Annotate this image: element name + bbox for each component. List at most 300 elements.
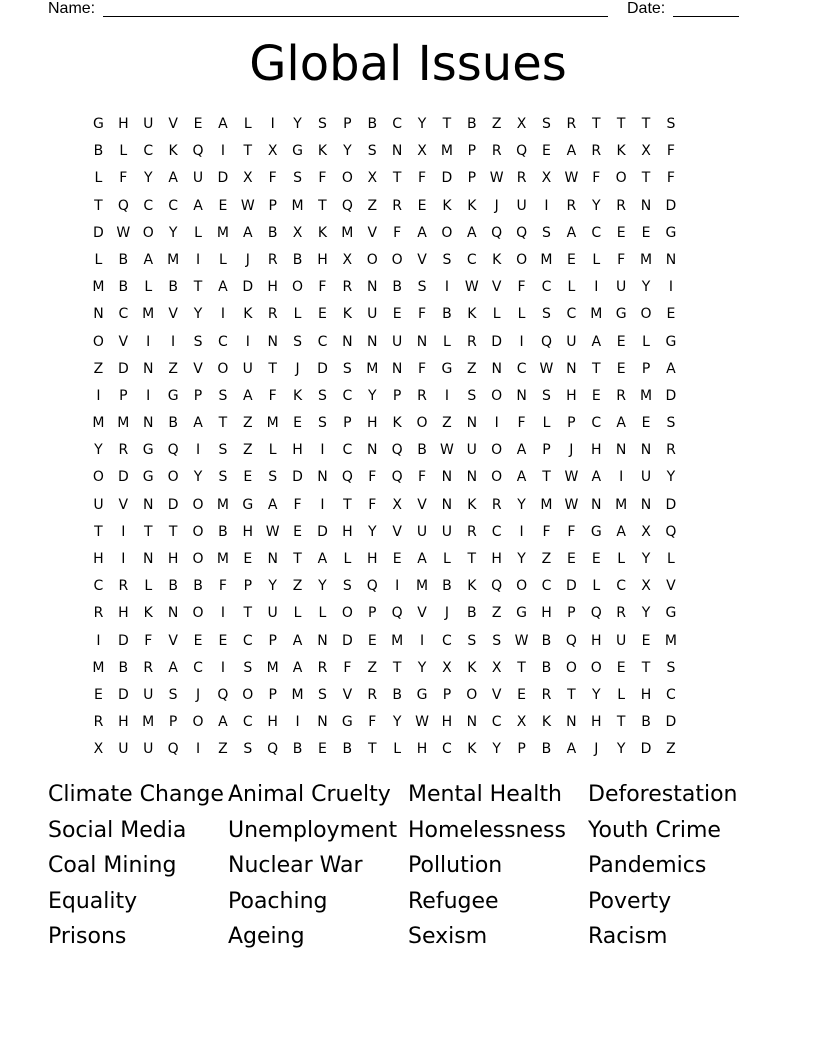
- grid-letter[interactable]: A: [591, 333, 602, 350]
- grid-letter[interactable]: E: [666, 306, 676, 323]
- grid-letter[interactable]: Y: [143, 170, 153, 187]
- grid-letter[interactable]: A: [292, 632, 303, 649]
- grid-letter[interactable]: O: [416, 415, 428, 432]
- grid-letter[interactable]: Z: [491, 116, 502, 132]
- grid-letter[interactable]: K: [616, 143, 626, 160]
- grid-letter[interactable]: D: [93, 224, 104, 241]
- grid-letter[interactable]: E: [318, 741, 327, 758]
- grid-letter[interactable]: X: [641, 578, 651, 595]
- grid-letter[interactable]: D: [117, 469, 129, 486]
- grid-letter[interactable]: U: [466, 442, 477, 459]
- grid-letter[interactable]: P: [268, 632, 277, 649]
- grid-letter[interactable]: P: [119, 387, 128, 404]
- grid-letter[interactable]: M: [142, 714, 155, 731]
- grid-letter[interactable]: E: [566, 551, 576, 567]
- grid-letter[interactable]: G: [142, 469, 154, 486]
- grid-letter[interactable]: I: [245, 333, 250, 350]
- grid-letter[interactable]: Q: [391, 469, 403, 486]
- grid-letter[interactable]: C: [566, 306, 577, 323]
- grid-letter[interactable]: J: [245, 251, 250, 268]
- grid-letter[interactable]: A: [218, 279, 228, 296]
- grid-letter[interactable]: U: [367, 306, 378, 323]
- grid-letter[interactable]: N: [391, 143, 403, 160]
- grid-letter[interactable]: L: [94, 170, 103, 187]
- grid-letter[interactable]: T: [243, 605, 253, 622]
- grid-letter[interactable]: A: [168, 170, 178, 187]
- grid-letter[interactable]: O: [242, 686, 254, 703]
- grid-letter[interactable]: I: [594, 279, 599, 296]
- grid-letter[interactable]: K: [467, 578, 477, 595]
- grid-letter[interactable]: V: [417, 605, 427, 622]
- grid-letter[interactable]: K: [492, 251, 502, 268]
- grid-letter[interactable]: W: [415, 714, 429, 731]
- grid-letter[interactable]: B: [218, 523, 228, 540]
- grid-letter[interactable]: Q: [516, 143, 528, 160]
- grid-letter[interactable]: N: [267, 333, 278, 350]
- grid-letter[interactable]: W: [514, 632, 529, 649]
- grid-letter[interactable]: F: [417, 306, 427, 323]
- grid-letter[interactable]: S: [467, 387, 477, 404]
- grid-letter[interactable]: Y: [591, 686, 601, 703]
- grid-letter[interactable]: S: [318, 686, 327, 703]
- grid-letter[interactable]: H: [267, 714, 278, 731]
- grid-letter[interactable]: E: [641, 632, 651, 649]
- grid-letter[interactable]: H: [366, 551, 378, 567]
- grid-letter[interactable]: X: [641, 143, 651, 160]
- grid-letter[interactable]: S: [168, 686, 178, 703]
- grid-letter[interactable]: G: [416, 686, 428, 703]
- grid-letter[interactable]: T: [641, 116, 651, 132]
- grid-letter[interactable]: T: [293, 551, 302, 567]
- grid-letter[interactable]: B: [292, 741, 303, 758]
- grid-letter[interactable]: Y: [367, 387, 377, 404]
- grid-letter[interactable]: S: [218, 387, 228, 404]
- grid-letter[interactable]: F: [417, 170, 427, 187]
- grid-letter[interactable]: K: [342, 306, 352, 323]
- grid-letter[interactable]: N: [441, 496, 453, 513]
- grid-letter[interactable]: F: [417, 360, 427, 377]
- grid-letter[interactable]: P: [193, 387, 203, 404]
- grid-letter[interactable]: H: [342, 523, 353, 540]
- grid-letter[interactable]: X: [516, 714, 527, 731]
- grid-letter[interactable]: E: [566, 251, 576, 268]
- grid-letter[interactable]: G: [441, 360, 453, 377]
- grid-letter[interactable]: I: [270, 116, 275, 132]
- grid-letter[interactable]: M: [266, 659, 279, 676]
- grid-letter[interactable]: T: [591, 116, 601, 132]
- grid-letter[interactable]: C: [666, 686, 676, 703]
- grid-letter[interactable]: I: [444, 279, 449, 296]
- grid-letter[interactable]: E: [243, 551, 253, 567]
- grid-letter[interactable]: L: [592, 578, 601, 595]
- grid-letter[interactable]: T: [193, 279, 203, 296]
- grid-letter[interactable]: E: [193, 632, 203, 649]
- grid-letter[interactable]: N: [665, 251, 677, 268]
- grid-letter[interactable]: C: [168, 197, 178, 214]
- grid-letter[interactable]: Q: [565, 632, 577, 649]
- grid-letter[interactable]: M: [92, 659, 105, 676]
- grid-letter[interactable]: R: [267, 306, 278, 323]
- grid-letter[interactable]: V: [168, 306, 178, 323]
- grid-letter[interactable]: R: [417, 387, 427, 404]
- grid-letter[interactable]: D: [441, 170, 453, 187]
- grid-letter[interactable]: O: [192, 714, 204, 731]
- grid-letter[interactable]: I: [195, 251, 201, 268]
- grid-letter[interactable]: U: [566, 333, 577, 350]
- grid-letter[interactable]: M: [664, 632, 677, 649]
- grid-letter[interactable]: C: [342, 387, 353, 404]
- grid-letter[interactable]: V: [417, 496, 427, 513]
- grid-letter[interactable]: B: [442, 306, 452, 323]
- grid-letter[interactable]: M: [142, 306, 155, 323]
- grid-letter[interactable]: R: [317, 659, 328, 676]
- grid-letter[interactable]: L: [542, 415, 551, 432]
- grid-letter[interactable]: K: [467, 496, 477, 513]
- grid-letter[interactable]: J: [569, 442, 574, 459]
- grid-letter[interactable]: Y: [193, 469, 203, 486]
- grid-letter[interactable]: F: [417, 469, 427, 486]
- grid-letter[interactable]: B: [541, 632, 552, 649]
- grid-letter[interactable]: B: [118, 251, 129, 268]
- grid-letter[interactable]: R: [118, 442, 129, 459]
- grid-letter[interactable]: S: [193, 333, 203, 350]
- grid-letter[interactable]: B: [193, 578, 203, 595]
- grid-letter[interactable]: D: [665, 197, 677, 214]
- grid-letter[interactable]: O: [92, 333, 104, 350]
- grid-letter[interactable]: W: [564, 496, 579, 513]
- grid-letter[interactable]: S: [666, 659, 676, 676]
- grid-letter[interactable]: E: [542, 143, 551, 160]
- grid-letter[interactable]: N: [640, 496, 652, 513]
- grid-letter[interactable]: L: [517, 306, 526, 323]
- grid-letter[interactable]: S: [666, 116, 676, 132]
- grid-letter[interactable]: D: [117, 686, 129, 703]
- grid-letter[interactable]: D: [317, 523, 328, 540]
- grid-letter[interactable]: S: [293, 170, 303, 187]
- grid-letter[interactable]: E: [293, 523, 302, 540]
- grid-letter[interactable]: C: [317, 333, 328, 350]
- grid-letter[interactable]: L: [293, 306, 302, 323]
- grid-letter[interactable]: E: [367, 632, 377, 649]
- grid-letter[interactable]: I: [519, 333, 524, 350]
- grid-letter[interactable]: F: [517, 279, 526, 296]
- grid-letter[interactable]: L: [617, 551, 626, 567]
- grid-letter[interactable]: V: [392, 523, 402, 540]
- grid-letter[interactable]: I: [146, 333, 151, 350]
- grid-letter[interactable]: L: [443, 551, 451, 567]
- grid-letter[interactable]: N: [640, 442, 652, 459]
- grid-letter[interactable]: U: [267, 605, 278, 622]
- grid-letter[interactable]: E: [392, 306, 402, 323]
- grid-letter[interactable]: R: [591, 143, 602, 160]
- grid-letter[interactable]: F: [218, 578, 227, 595]
- grid-letter[interactable]: G: [615, 306, 627, 323]
- grid-letter[interactable]: U: [441, 523, 453, 540]
- grid-letter[interactable]: Z: [93, 360, 104, 377]
- grid-letter[interactable]: C: [466, 251, 477, 268]
- grid-letter[interactable]: F: [567, 523, 576, 540]
- grid-letter[interactable]: G: [93, 116, 104, 132]
- grid-letter[interactable]: Q: [366, 578, 378, 595]
- grid-letter[interactable]: T: [517, 659, 526, 676]
- grid-letter[interactable]: S: [318, 116, 327, 132]
- grid-letter[interactable]: S: [218, 442, 228, 459]
- grid-letter[interactable]: C: [442, 632, 452, 649]
- grid-letter[interactable]: W: [116, 224, 131, 241]
- grid-letter[interactable]: T: [343, 496, 352, 513]
- grid-letter[interactable]: A: [566, 741, 577, 758]
- grid-letter[interactable]: U: [616, 632, 627, 649]
- grid-letter[interactable]: Y: [318, 578, 327, 595]
- grid-letter[interactable]: Y: [641, 605, 651, 622]
- grid-letter[interactable]: A: [616, 415, 626, 432]
- grid-letter[interactable]: Y: [293, 116, 302, 132]
- grid-letter[interactable]: H: [242, 523, 254, 540]
- grid-letter[interactable]: A: [243, 387, 253, 404]
- grid-letter[interactable]: R: [93, 605, 104, 622]
- grid-letter[interactable]: I: [494, 415, 499, 432]
- grid-letter[interactable]: J: [295, 360, 300, 377]
- grid-letter[interactable]: O: [217, 360, 229, 377]
- grid-letter[interactable]: H: [118, 605, 129, 622]
- grid-letter[interactable]: F: [368, 469, 377, 486]
- grid-letter[interactable]: J: [594, 741, 599, 758]
- grid-letter[interactable]: I: [220, 143, 225, 160]
- grid-letter[interactable]: C: [541, 279, 552, 296]
- grid-letter[interactable]: Y: [417, 659, 427, 676]
- grid-letter[interactable]: O: [192, 523, 204, 540]
- grid-letter[interactable]: F: [393, 224, 402, 241]
- grid-letter[interactable]: T: [542, 469, 551, 486]
- grid-letter[interactable]: X: [516, 116, 527, 132]
- grid-letter[interactable]: Q: [491, 224, 503, 241]
- grid-letter[interactable]: L: [293, 605, 302, 622]
- grid-letter[interactable]: A: [591, 469, 602, 486]
- grid-letter[interactable]: N: [167, 605, 179, 622]
- grid-letter[interactable]: U: [143, 686, 154, 703]
- grid-letter[interactable]: M: [216, 224, 229, 241]
- grid-letter[interactable]: T: [94, 197, 103, 214]
- grid-letter[interactable]: C: [392, 116, 403, 132]
- grid-letter[interactable]: U: [416, 523, 428, 540]
- grid-letter[interactable]: L: [218, 251, 227, 268]
- grid-letter[interactable]: V: [342, 686, 353, 703]
- grid-letter[interactable]: I: [295, 714, 300, 731]
- grid-letter[interactable]: D: [317, 360, 328, 377]
- grid-letter[interactable]: A: [317, 551, 328, 567]
- grid-letter[interactable]: A: [168, 659, 178, 676]
- grid-letter[interactable]: S: [342, 578, 352, 595]
- grid-letter[interactable]: I: [320, 442, 325, 459]
- grid-letter[interactable]: R: [566, 116, 577, 132]
- grid-letter[interactable]: E: [616, 360, 626, 377]
- grid-letter[interactable]: X: [367, 170, 378, 187]
- grid-letter[interactable]: O: [192, 496, 204, 513]
- grid-letter[interactable]: A: [516, 469, 527, 486]
- grid-letter[interactable]: F: [144, 632, 153, 649]
- grid-letter[interactable]: E: [616, 333, 626, 350]
- grid-letter[interactable]: N: [466, 415, 478, 432]
- grid-letter[interactable]: I: [96, 387, 101, 404]
- grid-letter[interactable]: E: [591, 387, 601, 404]
- grid-letter[interactable]: H: [118, 116, 129, 132]
- grid-letter[interactable]: X: [93, 741, 104, 758]
- grid-letter[interactable]: I: [320, 496, 325, 513]
- grid-letter[interactable]: H: [566, 387, 577, 404]
- grid-letter[interactable]: O: [341, 605, 353, 622]
- grid-letter[interactable]: B: [541, 659, 552, 676]
- grid-letter[interactable]: E: [94, 686, 103, 703]
- name-blank-line[interactable]: [103, 16, 608, 17]
- grid-letter[interactable]: C: [516, 360, 527, 377]
- grid-letter[interactable]: W: [240, 197, 255, 214]
- grid-letter[interactable]: K: [467, 741, 477, 758]
- grid-letter[interactable]: I: [544, 197, 549, 214]
- grid-letter[interactable]: D: [665, 714, 677, 731]
- grid-letter[interactable]: B: [342, 741, 353, 758]
- grid-letter[interactable]: L: [268, 442, 277, 459]
- grid-letter[interactable]: G: [665, 224, 677, 241]
- grid-letter[interactable]: C: [591, 224, 602, 241]
- grid-letter[interactable]: N: [367, 333, 378, 350]
- grid-letter[interactable]: R: [666, 442, 676, 459]
- grid-letter[interactable]: L: [667, 551, 675, 567]
- grid-letter[interactable]: R: [367, 686, 378, 703]
- grid-letter[interactable]: L: [194, 224, 202, 241]
- grid-letter[interactable]: N: [391, 360, 403, 377]
- grid-letter[interactable]: H: [416, 741, 428, 758]
- grid-letter[interactable]: R: [342, 279, 353, 296]
- grid-letter[interactable]: M: [216, 496, 229, 513]
- grid-letter[interactable]: I: [220, 605, 225, 622]
- grid-letter[interactable]: L: [318, 605, 327, 622]
- grid-letter[interactable]: E: [218, 197, 228, 214]
- grid-letter[interactable]: N: [267, 551, 278, 567]
- grid-letter[interactable]: A: [243, 224, 253, 241]
- grid-letter[interactable]: H: [267, 279, 278, 296]
- grid-letter[interactable]: D: [491, 333, 503, 350]
- grid-letter[interactable]: E: [641, 415, 651, 432]
- grid-letter[interactable]: Y: [343, 143, 352, 160]
- grid-letter[interactable]: L: [592, 251, 601, 268]
- grid-letter[interactable]: E: [318, 306, 327, 323]
- grid-letter[interactable]: L: [617, 686, 626, 703]
- grid-letter[interactable]: I: [444, 387, 449, 404]
- grid-letter[interactable]: B: [417, 442, 427, 459]
- grid-letter[interactable]: R: [466, 333, 477, 350]
- grid-letter[interactable]: O: [292, 279, 304, 296]
- grid-letter[interactable]: T: [641, 659, 651, 676]
- grid-letter[interactable]: S: [318, 415, 327, 432]
- grid-letter[interactable]: F: [368, 714, 377, 731]
- grid-letter[interactable]: V: [367, 224, 378, 241]
- grid-letter[interactable]: A: [666, 360, 676, 377]
- grid-letter[interactable]: K: [317, 224, 328, 241]
- grid-letter[interactable]: M: [590, 306, 603, 323]
- grid-letter[interactable]: F: [666, 170, 675, 187]
- grid-letter[interactable]: W: [564, 170, 579, 187]
- grid-letter[interactable]: T: [143, 523, 153, 540]
- grid-letter[interactable]: Z: [168, 360, 178, 377]
- grid-letter[interactable]: O: [366, 251, 378, 268]
- grid-letter[interactable]: M: [540, 496, 553, 513]
- grid-letter[interactable]: N: [317, 469, 328, 486]
- grid-letter[interactable]: F: [293, 496, 302, 513]
- grid-letter[interactable]: Q: [167, 741, 179, 758]
- grid-letter[interactable]: F: [592, 170, 601, 187]
- grid-letter[interactable]: R: [93, 714, 104, 731]
- grid-letter[interactable]: C: [541, 578, 552, 595]
- grid-letter[interactable]: G: [292, 143, 303, 160]
- grid-letter[interactable]: Q: [665, 523, 677, 540]
- grid-letter[interactable]: X: [392, 496, 402, 513]
- grid-letter[interactable]: N: [591, 496, 602, 513]
- grid-letter[interactable]: U: [516, 197, 527, 214]
- grid-letter[interactable]: F: [268, 170, 277, 187]
- grid-letter[interactable]: C: [93, 578, 104, 595]
- grid-letter[interactable]: P: [467, 143, 477, 160]
- grid-letter[interactable]: N: [416, 333, 428, 350]
- grid-letter[interactable]: B: [392, 686, 402, 703]
- grid-letter[interactable]: U: [392, 333, 403, 350]
- grid-letter[interactable]: R: [616, 605, 627, 622]
- grid-letter[interactable]: X: [292, 224, 303, 241]
- grid-letter[interactable]: E: [616, 659, 626, 676]
- grid-letter[interactable]: F: [119, 170, 128, 187]
- grid-letter[interactable]: U: [242, 360, 253, 377]
- grid-letter[interactable]: D: [217, 170, 229, 187]
- grid-letter[interactable]: L: [393, 741, 402, 758]
- grid-letter[interactable]: R: [541, 686, 552, 703]
- grid-letter[interactable]: T: [567, 686, 576, 703]
- grid-letter[interactable]: B: [442, 578, 452, 595]
- grid-letter[interactable]: A: [417, 551, 427, 567]
- grid-letter[interactable]: A: [467, 224, 477, 241]
- grid-letter[interactable]: C: [143, 143, 154, 160]
- grid-letter[interactable]: B: [292, 251, 303, 268]
- grid-letter[interactable]: N: [142, 360, 154, 377]
- grid-letter[interactable]: P: [368, 605, 377, 622]
- grid-letter[interactable]: P: [542, 442, 551, 459]
- grid-letter[interactable]: E: [591, 551, 601, 567]
- grid-letter[interactable]: S: [318, 387, 327, 404]
- grid-letter[interactable]: H: [93, 551, 104, 567]
- grid-letter[interactable]: T: [94, 523, 103, 540]
- grid-letter[interactable]: C: [242, 714, 253, 731]
- grid-letter[interactable]: E: [616, 224, 626, 241]
- grid-letter[interactable]: H: [441, 714, 453, 731]
- grid-letter[interactable]: O: [192, 605, 204, 622]
- grid-letter[interactable]: Q: [391, 442, 403, 459]
- grid-letter[interactable]: U: [640, 469, 652, 486]
- grid-letter[interactable]: L: [642, 333, 650, 350]
- grid-letter[interactable]: X: [491, 659, 502, 676]
- grid-letter[interactable]: N: [566, 360, 577, 377]
- grid-letter[interactable]: L: [243, 116, 252, 132]
- grid-letter[interactable]: N: [491, 360, 502, 377]
- grid-letter[interactable]: G: [665, 333, 677, 350]
- grid-letter[interactable]: R: [466, 523, 477, 540]
- grid-letter[interactable]: Q: [590, 605, 602, 622]
- grid-letter[interactable]: K: [392, 415, 402, 432]
- grid-letter[interactable]: Q: [391, 605, 403, 622]
- grid-letter[interactable]: G: [142, 442, 154, 459]
- grid-letter[interactable]: H: [491, 551, 502, 567]
- grid-letter[interactable]: B: [118, 659, 129, 676]
- grid-letter[interactable]: H: [118, 714, 129, 731]
- grid-letter[interactable]: Z: [666, 741, 676, 758]
- grid-letter[interactable]: A: [267, 496, 278, 513]
